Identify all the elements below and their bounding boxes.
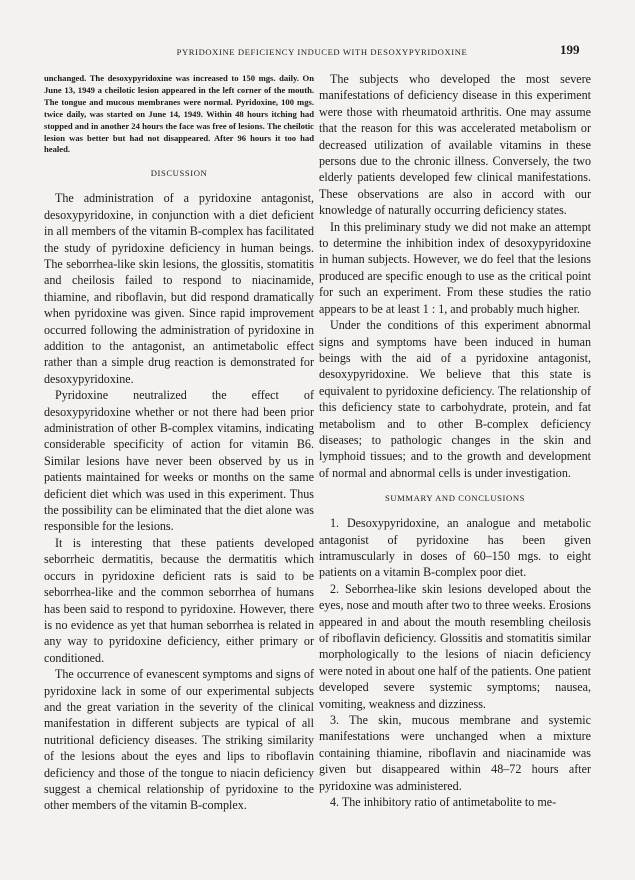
paragraph: The subjects who developed the most severe manifestations of deficiency disease in this experiment were those with rheumatoid arthritis. One may assume that the reason for this was accelerated metabolism or decreased utilization of available vitamins in these persons due to the chronic illness. Conversely, the two elderly patients developed few clinical manifestations. These observations are also in accord with our knowledge of naturally occurring deficiency states. <box>319 72 591 218</box>
summary-item: 1. Desoxypyridoxine, an analogue and metabolic antagonist of pyridoxine has been given intramuscularly in doses of 60–150 mgs. to eight patients on a vitamin B-complex poor diet. <box>319 516 591 580</box>
discussion-continued <box>319 71 591 481</box>
summary-item: 2. Seborrhea-like skin lesions developed about the eyes, nose and mouth after two to three weeks. Erosions appeared in and about the mouth resembling cheilosis of riboflavin deficiency. Glossitis and stomatitis similar morphologically to the lesions of niacin deficiency were noted in about one half of the patients. One patient developed severe systemic symptoms; nausea, vomiting, weakness and dizziness. <box>319 581 591 711</box>
discussion-heading: DISCUSSION <box>150 168 208 179</box>
summary-list <box>319 515 591 810</box>
paragraph: Under the conditions of this experiment abnormal signs and symptoms have been induced in human beings with the aid of a pyridoxine antagonist, desoxypyridoxine. We believe that this state is equivalent to pyridoxine deficiency. The relationship of this deficiency state to carbohydrate, protein, and fat metabolism and to other B-complex deficiency diseases; to pathologic changes in the skin and lymphoid tissues; and to the growth and development of normal and abnormal cells is under investigation. <box>319 318 591 480</box>
case-note-text: unchanged. The desoxypyridoxine was increased to 150 mgs. daily. On June 13, 1949 a cheilotic lesion appeared in the left corner of the mouth. The tongue and mucous membranes were normal. Pyridoxine, 100 mgs. twice daily, was started on June 14, 1949. Within 48 hours itching had stopped and in another 24 hours the face was free of lesions. The cheilotic lesion was better but had not disappeared. After 96 hours it too had healed. <box>44 73 314 155</box>
running-title: PYRIDOXINE DEFICIENCY INDUCED WITH DESOXYPYRIDOXINE <box>176 47 468 57</box>
summary-item: 4. The inhibitory ratio of antimetabolite to me- <box>330 795 557 810</box>
right-column <box>319 71 591 810</box>
paragraph: It is interesting that these patients developed seborrheic dermatitis, because the dermatitis which occurs in pyridoxine deficient rats is said to be seborrhea-like and the common seborrhea of humans has been said to respond to pyridoxine. However, there is no evidence as yet that human seborrhea is related in any way to pyridoxine deficiency, either primary or conditioned. <box>44 535 314 665</box>
paragraph: The occurrence of evanescent symptoms and signs of pyridoxine lack in some of our experimental subjects and the great variation in the severity of the clinical manifestation in different subjects are typical of all nutritional deficiency diseases. The striking similarity of the lesions about the eyes and lips to riboflavin deficiency and those of the tongue to niacin deficiency suggest a chemical relationship of pyridoxine to the other members of the vitamin B-complex. <box>44 667 314 813</box>
paragraph: The administration of a pyridoxine antagonist, desoxypyridoxine, in conjunction with a diet deficient in all members of the vitamin B-complex has facilitated the study of pyridoxine deficiency in human beings. The seborrhea-like skin lesions, the glossitis, stomatitis and cheilosis failed to respond to niacinamide, thiamine, and riboflavin, but did respond dramatically when pyridoxine was given. Since rapid improvement occurred following the administration of pyridoxine in addition to the antagonist, an antimetabolic effect rather than a simple drug reaction is demonstrated for desoxypyridoxine. <box>44 191 315 386</box>
discussion-body <box>44 190 314 813</box>
page-number: 199 <box>560 42 580 57</box>
summary-item: 3. The skin, mucous membrane and systemic manifestations were unchanged when a mixture containing thiamine, riboflavin and niacinamide was given but disappeared within 48–72 hours after pyridoxine was administered. <box>319 713 591 793</box>
paragraph: In this preliminary study we did not make an attempt to determine the inhibition index of desoxypyridoxine in human subjects. However, we do feel that the lesions produced are specific enough to use as the critical point for such an experiment. From these studies the ratio appears to be at least 1 : 1, and probably much higher. <box>319 219 591 316</box>
paragraph: Pyridoxine neutralized the effect of desoxypyridoxine whether or not there had been prior administration of other B-complex vitamins, indicating considerable specificity of action for vitamin B6. Similar lesions have never been observed by us in patients maintained for weeks or months on the same deficient diet which was used in this experiment. Thus the possibility can be eliminated that the diet alone was responsible for the lesions. <box>44 388 314 534</box>
case-note <box>44 73 314 156</box>
summary-heading: SUMMARY AND CONCLUSIONS <box>384 493 526 504</box>
left-column <box>44 73 314 814</box>
